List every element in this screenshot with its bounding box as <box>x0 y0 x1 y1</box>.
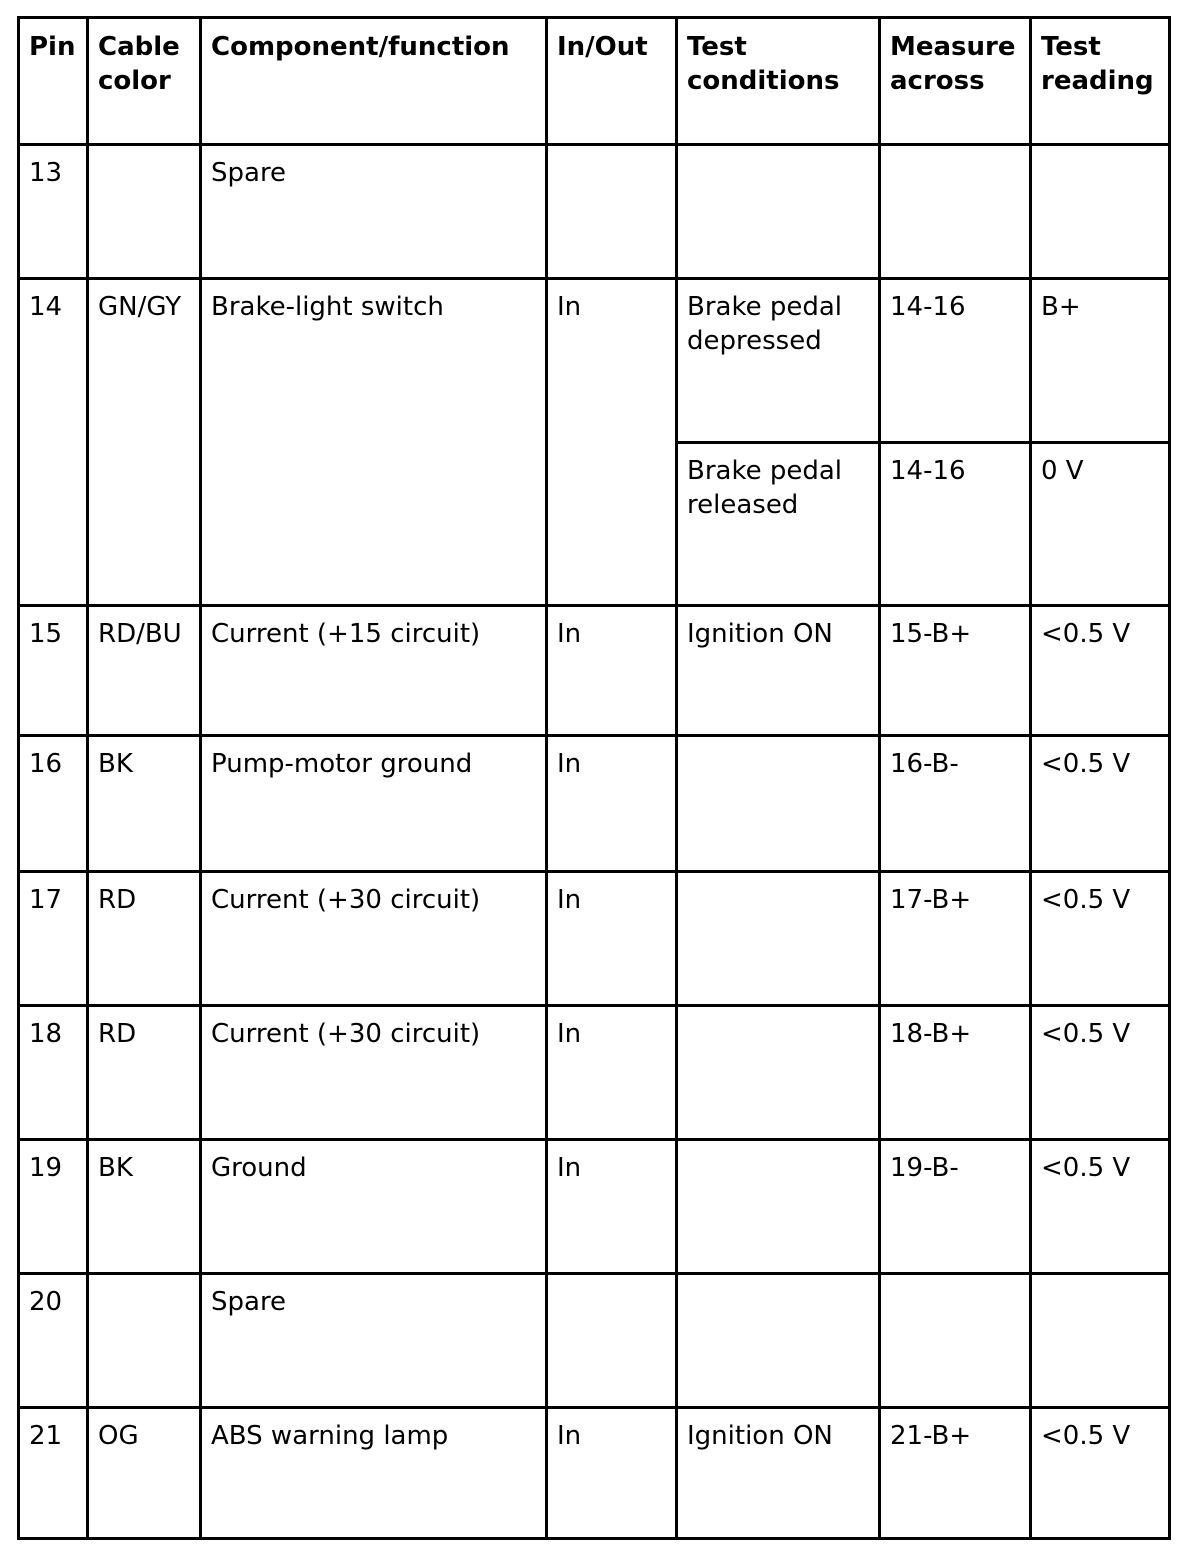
in-out-cell <box>547 145 677 279</box>
test-conditions-cell <box>677 872 880 1006</box>
table-row <box>19 736 1170 872</box>
pin-cell: 19 <box>19 1140 88 1274</box>
table-row <box>19 1140 1170 1274</box>
measure-across-cell: 19-B- <box>880 1140 1031 1274</box>
test-reading-cell: <0.5 V <box>1031 736 1170 872</box>
table-row <box>19 279 1170 443</box>
cable-color-cell: RD/BU <box>88 606 201 736</box>
test-reading-cell: <0.5 V <box>1031 1408 1170 1539</box>
in-out-cell <box>547 1274 677 1408</box>
in-out-cell: In <box>547 1140 677 1274</box>
test-reading-cell <box>1031 1274 1170 1408</box>
test-conditions-cell <box>677 1006 880 1140</box>
header-component: Component/function <box>201 18 547 145</box>
component-cell: Current (+15 circuit) <box>201 606 547 736</box>
component-cell: Current (+30 circuit) <box>201 872 547 1006</box>
cable-color-cell: GN/GY <box>88 279 201 606</box>
in-out-cell: In <box>547 736 677 872</box>
in-out-cell: In <box>547 1006 677 1140</box>
test-conditions-cell <box>677 1274 880 1408</box>
measure-across-cell: 18-B+ <box>880 1006 1031 1140</box>
pin-cell: 15 <box>19 606 88 736</box>
pin-cell: 13 <box>19 145 88 279</box>
component-cell: ABS warning lamp <box>201 1408 547 1539</box>
test-conditions-cell: Ignition ON <box>677 606 880 736</box>
test-reading-cell: B+ <box>1031 279 1170 443</box>
cable-color-cell <box>88 145 201 279</box>
pin-cell: 20 <box>19 1274 88 1408</box>
component-cell: Pump-motor ground <box>201 736 547 872</box>
cable-color-cell: BK <box>88 736 201 872</box>
in-out-cell: In <box>547 1408 677 1539</box>
measure-across-cell: 15-B+ <box>880 606 1031 736</box>
test-reading-cell: <0.5 V <box>1031 872 1170 1006</box>
pin-cell: 21 <box>19 1408 88 1539</box>
pin-cell: 14 <box>19 279 88 606</box>
test-conditions-cell <box>677 145 880 279</box>
test-reading-cell <box>1031 145 1170 279</box>
table-row <box>19 606 1170 736</box>
test-conditions-cell <box>677 1140 880 1274</box>
table-row <box>19 145 1170 279</box>
header-measure-across: Measure across <box>880 18 1031 145</box>
table-row <box>19 1006 1170 1140</box>
component-cell: Current (+30 circuit) <box>201 1006 547 1140</box>
component-cell: Ground <box>201 1140 547 1274</box>
header-row <box>19 18 1170 145</box>
in-out-cell: In <box>547 606 677 736</box>
table-row <box>19 1274 1170 1408</box>
in-out-cell: In <box>547 872 677 1006</box>
header-in-out: In/Out <box>547 18 677 145</box>
measure-across-cell: 16-B- <box>880 736 1031 872</box>
measure-across-cell: 14-16 <box>880 443 1031 606</box>
cable-color-cell: OG <box>88 1408 201 1539</box>
measure-across-cell <box>880 1274 1031 1408</box>
cable-color-cell: BK <box>88 1140 201 1274</box>
header-pin: Pin <box>19 18 88 145</box>
test-conditions-cell: Brake pedal released <box>677 443 880 606</box>
test-reading-cell: 0 V <box>1031 443 1170 606</box>
pin-cell: 18 <box>19 1006 88 1140</box>
cable-color-cell: RD <box>88 872 201 1006</box>
pin-table <box>17 16 1171 1540</box>
pin-cell: 16 <box>19 736 88 872</box>
cable-color-cell <box>88 1274 201 1408</box>
pin-cell: 17 <box>19 872 88 1006</box>
measure-across-cell: 17-B+ <box>880 872 1031 1006</box>
header-test-reading: Test reading <box>1031 18 1170 145</box>
in-out-cell: In <box>547 279 677 606</box>
table-row <box>19 872 1170 1006</box>
test-reading-cell: <0.5 V <box>1031 1006 1170 1140</box>
header-test-conditions: Test conditions <box>677 18 880 145</box>
measure-across-cell: 21-B+ <box>880 1408 1031 1539</box>
cable-color-cell: RD <box>88 1006 201 1140</box>
component-cell: Spare <box>201 145 547 279</box>
test-reading-cell: <0.5 V <box>1031 1140 1170 1274</box>
component-cell: Spare <box>201 1274 547 1408</box>
component-cell: Brake-light switch <box>201 279 547 606</box>
header-cable-color: Cable color <box>88 18 201 145</box>
measure-across-cell <box>880 145 1031 279</box>
test-reading-cell: <0.5 V <box>1031 606 1170 736</box>
test-conditions-cell: Ignition ON <box>677 1408 880 1539</box>
measure-across-cell: 14-16 <box>880 279 1031 443</box>
table-row <box>19 1408 1170 1539</box>
test-conditions-cell <box>677 736 880 872</box>
test-conditions-cell: Brake pedal depressed <box>677 279 880 443</box>
